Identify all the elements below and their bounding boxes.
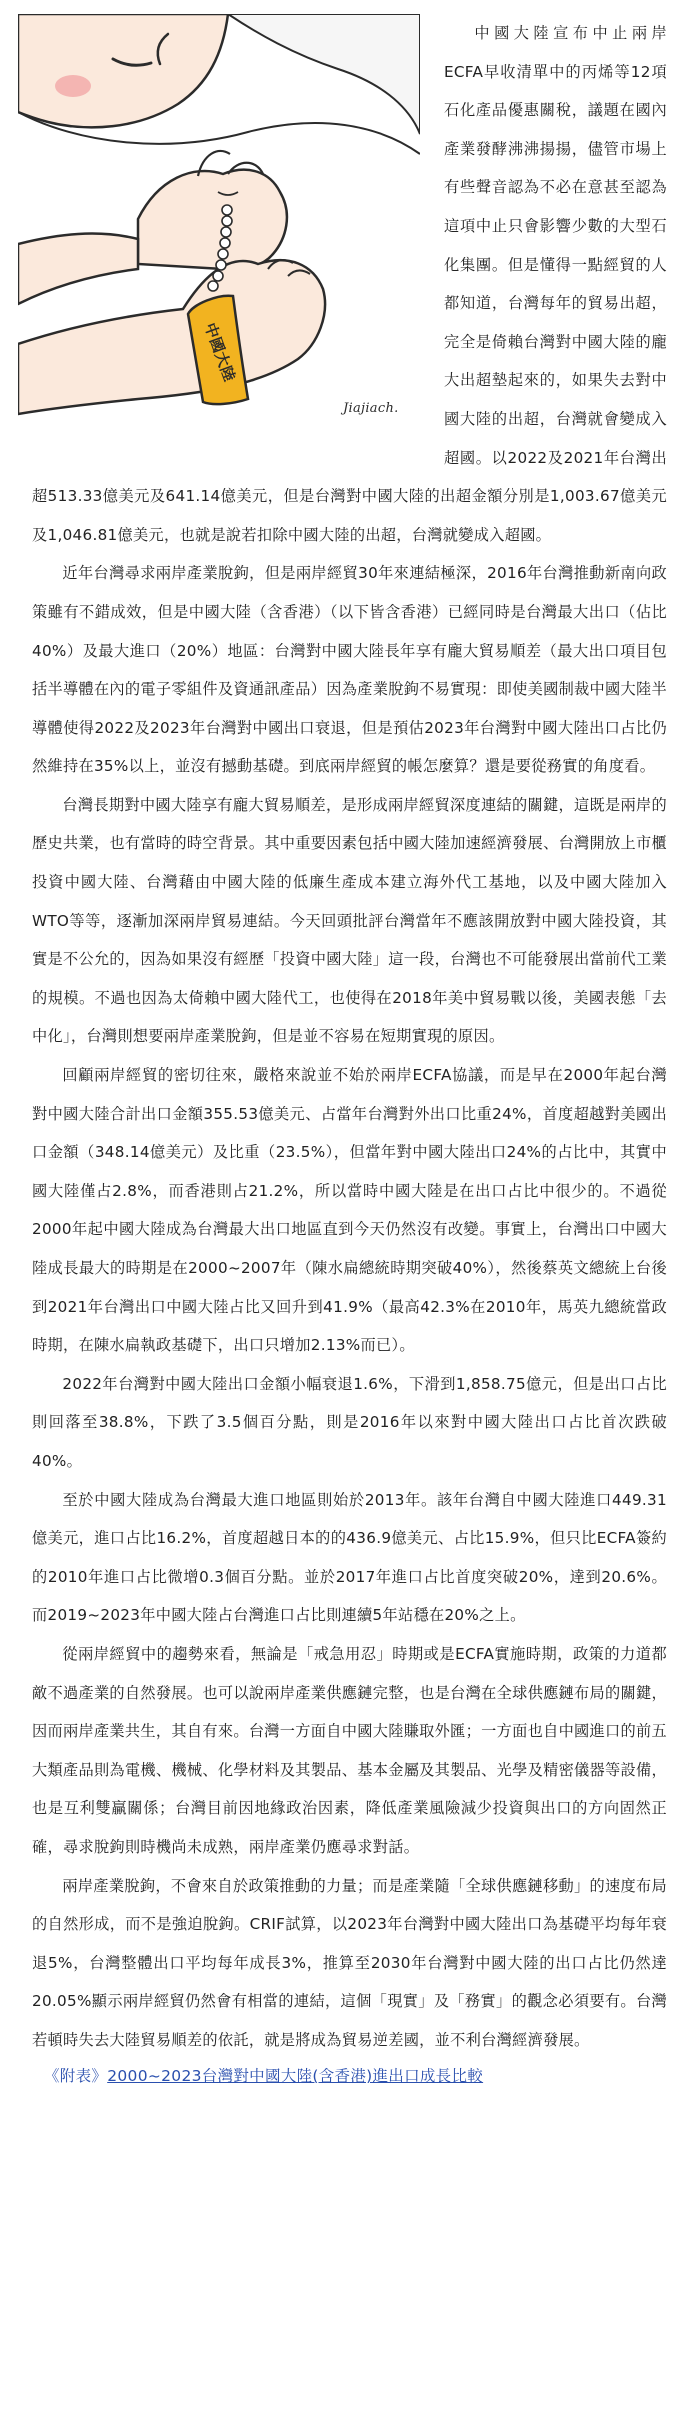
editorial-cartoon [18, 14, 420, 438]
attachment-link[interactable]: 2000~2023台灣對中國大陸(含香港)進出口成長比較 [107, 2067, 484, 2086]
attachment-prefix: 《附表》 [44, 2067, 108, 2086]
paragraph: 兩岸產業脫鉤，不會來自於政策推動的力量；而是產業隨「全球供應鏈移動」的速度布局的自然形成，而不是強迫脫鉤。CRIF試算，以2023年台灣對中國大陸出口為基礎平均每年衰退5%，台灣整體出口平均每年成長3%，推算至2030年台灣對中國大陸的出口占比仍然達20.05%顯示兩岸經貿仍然會有相當的連結，這個「現實」及「務實」的觀念必須要有。台灣若頓時失去大陸貿易順差的依託，就是將成為貿易逆差國，並不利台灣經濟發展。 [32, 1876, 667, 2049]
attachment-line [32, 2061, 667, 2091]
paragraph: 近年台灣尋求兩岸產業脫鉤，但是兩岸經貿30年來連結極深，2016年台灣推動新南向政策雖有不錯成效，但是中國大陸（含香港）（以下皆含香港）已經同時是台灣最大出口（佔比40%）及最大進口（20%）地區：台灣對中國大陸長年享有龐大貿易順差（最大出口項目包括半導體在內的電子零組件及資通訊產品）因為產業脫鉤不易實現：即使美國制裁中國大陸半導體使得2022及2023年台灣對中國出口衰退，但是預估2023年台灣對中國大陸出口占比仍然維持在35%以上，並沒有撼動基礎。到底兩岸經貿的帳怎麼算？還是要從務實的角度看。 [32, 564, 667, 776]
bracelet-text: 中國大陸 [200, 320, 239, 385]
paragraph: 中國大陸宣布中止兩岸ECFA早收清單中的丙烯等12項石化產品優惠關稅，議題在國內產業發酵沸沸揚揚，儘管市場上有些聲音認為不必在意甚至認為這項中止只會影響少數的大型石化集團。但是懂得一點經貿的人都知道，台灣每年的貿易出超，完全是倚賴台灣對中國大陸的龐大出超墊起來的，如果失去對中國大陸的出超，台灣就會變成入超國。以2022及2021年台灣出超513.33億美元及641.14億美元，但是台灣對中國大陸的出超金額分別是1,003.67億美元及1,046.81億美元，也就是說若扣除中國大陸的出超，台灣就變成入超國。 [32, 24, 667, 544]
artist-signature: Jiajiach. [343, 401, 399, 416]
paragraph: 2022年台灣對中國大陸出口金額小幅衰退1.6%，下滑到1,858.75億元，但是出口占比則回落至38.8%，下跌了3.5個百分點，則是2016年以來對中國大陸出口占比首次跌破40%。 [32, 1374, 667, 1470]
paragraph: 至於中國大陸成為台灣最大進口地區則始於2013年。該年台灣自中國大陸進口449.31億美元，進口占比16.2%，首度超越日本的的436.9億美元、占比15.9%，但只比ECFA簽約的2010年進口占比微增0.3個百分點。並於2017年進口占比首度突破20%，達到20.6%。而2019~2023年中國大陸占台灣進口占比則連續5年站穩在20%之上。 [32, 1490, 667, 1625]
paragraph: 從兩岸經貿中的趨勢來看，無論是「戒急用忍」時期或是ECFA實施時期，政策的力道都敵不過產業的自然發展。也可以說兩岸產業供應鏈完整，也是台灣在全球供應鏈布局的關鍵，因而兩岸產業共生，其自有來。台灣一方面自中國大陸賺取外匯；一方面也自中國進口的前五大類產品則為電機、機械、化學材料及其製品、基本金屬及其製品、光學及精密儀器等設備，也是互利雙贏關係；台灣目前因地緣政治因素，降低產業風險減少投資與出口的方向固然正確，尋求脫鉤則時機尚未成熟，兩岸產業仍應尋求對話。 [32, 1644, 667, 1856]
paragraph: 台灣長期對中國大陸享有龐大貿易順差，是形成兩岸經貿深度連結的關鍵，這既是兩岸的歷史共業，也有當時的時空背景。其中重要因素包括中國大陸加速經濟發展、台灣開放上市櫃投資中國大陸、台灣藉由中國大陸的低廉生產成本建立海外代工基地，以及中國大陸加入WTO等等，逐漸加深兩岸貿易連結。今天回頭批評台灣當年不應該開放對中國大陸投資，其實是不公允的，因為如果沒有經歷「投資中國大陸」這一段，台灣也不可能發展出當前代工業的規模。不過也因為太倚賴中國大陸代工，也使得在2018年美中貿易戰以後，美國表態「去中化」，台灣則想要兩岸產業脫鉤，但是並不容易在短期實現的原因。 [32, 795, 667, 1046]
paragraph: 回顧兩岸經貿的密切往來，嚴格來說並不始於兩岸ECFA協議，而是早在2000年起台灣對中國大陸合計出口金額355.53億美元、占當年台灣對外出口比重24%，首度超越對美國出口金額（348.14億美元）及比重（23.5%），但當年對中國大陸出口24%的占比中，其實中國大陸僅占2.8%，而香港則占21.2%，所以當時中國大陸是在出口占比中很少的。不過從2000年起中國大陸成為台灣最大出口地區直到今天仍然沒有改變。事實上，台灣出口中國大陸成長最大的時期是在2000~2007年（陳水扁總統時期突破40%），然後蔡英文總統上台後到2021年台灣出口中國大陸占比又回升到41.9%（最高42.3%在2010年，馬英九總統當政時期，在陳水扁執政基礎下，出口只增加2.13%而已）。 [32, 1066, 667, 1355]
